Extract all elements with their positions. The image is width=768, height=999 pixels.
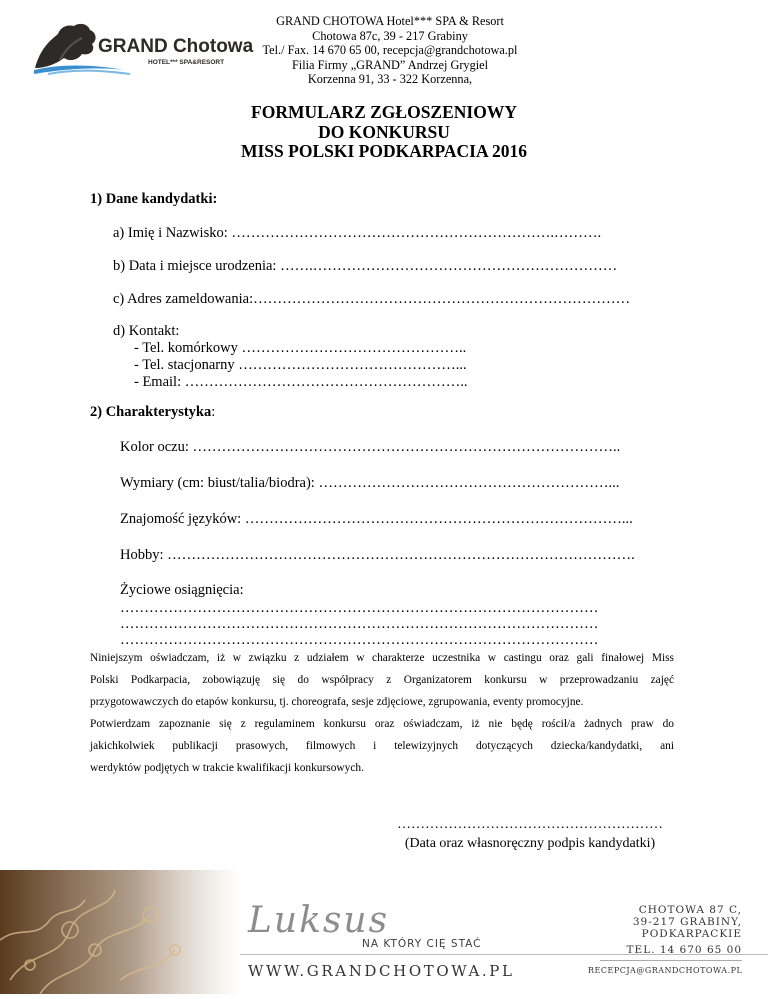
declaration-line: Potwierdzam zapoznanie się z regulaminem konkursu oraz oświadczam, iż nie będę rościł/a żadnych praw do — [90, 718, 674, 731]
field-achievements-label: Życiowe osiągnięcia: — [120, 582, 244, 598]
field-landline-phone[interactable]: - Tel. stacjonarny ………………………………………... — [134, 357, 467, 373]
declaration-line: jakichkolwiek publikacji prasowych, filmowych i telewizyjnych dotyczących dziecka/kandydatki, ani — [90, 740, 674, 753]
field-address[interactable]: c) Adres zameldowania:…………………………………………………………………… — [113, 291, 631, 307]
field-birth-date-place[interactable]: b) Data i miejsce urodzenia: …….……………………………………………………… — [113, 258, 618, 274]
field-eye-color[interactable]: Kolor oczu: …………………………………………………………………………….. — [120, 439, 621, 455]
signature-line[interactable]: ………………………………………………… — [397, 817, 663, 832]
header-line: Korzenna 91, 33 - 322 Korzenna, — [307, 72, 473, 87]
footer-address-line: CHOTOWA 87 C, — [638, 904, 742, 916]
field-email[interactable]: - Email: ………………………………………………….. — [134, 374, 468, 390]
footer-address — [600, 904, 742, 940]
signature-caption: (Data oraz własnoręczny podpis kandydatki) — [404, 836, 656, 851]
achievement-line[interactable]: ……………………………………………………………………………………… — [120, 600, 599, 616]
form-title-line: DO KONKURSU — [318, 121, 450, 142]
field-languages[interactable]: Znajomość języków: ……………………………………………………………………... — [120, 511, 633, 527]
achievement-line[interactable]: ……………………………………………………………………………………… — [120, 632, 599, 648]
logo-wordmark: GRAND Chotowa — [98, 36, 254, 57]
header-line: Tel./ Fax. 14 670 65 00, recepcja@grandchotowa.pl — [262, 43, 518, 58]
declaration-line: Polski Podkarpacia, zobowiązuję się do współpracy z Organizatorem konkursu w przeprowadzaniu zajęć — [90, 674, 674, 687]
header-line: GRAND CHOTOWA Hotel*** SPA & Resort — [276, 14, 504, 28]
header-line: Filia Firmy „GRAND” Andrzej Grygiel — [291, 57, 489, 72]
footer-email[interactable]: RECEPCJA@GRANDCHOTOWA.PL — [588, 966, 743, 975]
hotel-header — [225, 14, 555, 87]
section-characteristics-title: 2) Charakterystyka — [90, 404, 212, 420]
section-candidate-data-heading: 1) Dane kandydatki: — [90, 191, 218, 207]
field-name[interactable]: a) Imię i Nazwisko: ………………………………………………………….………. — [113, 225, 602, 241]
hotel-logo — [30, 20, 254, 78]
footer-script-logo: Luksus — [248, 900, 390, 941]
signature-block — [380, 815, 680, 853]
footer-phone: TEL. 14 670 65 00 — [626, 944, 742, 956]
field-mobile-phone[interactable]: - Tel. komórkowy ……………………………………….. — [134, 340, 467, 356]
footer-divider — [600, 960, 742, 961]
footer-website[interactable]: WWW.GRANDCHOTOWA.PL — [248, 962, 515, 980]
section-characteristics-heading — [90, 404, 215, 421]
footer-address-line: 39-217 GRABINY, — [632, 916, 742, 928]
form-title-line: MISS POLSKI PODKARPACIA 2016 — [240, 141, 528, 161]
declaration-paragraph — [90, 647, 674, 780]
achievement-line[interactable]: ……………………………………………………………………………………… — [120, 616, 599, 632]
footer-address-line: PODKARPACKIE — [641, 928, 742, 940]
form-title — [0, 103, 768, 162]
header-line: Chotowa 87c, 39 - 217 Grabiny — [312, 28, 468, 43]
field-measurements[interactable]: Wymiary (cm: biust/talia/biodra): ……………………………………………………... — [120, 475, 620, 491]
declaration-line: Niniejszym oświadczam, iż w związku z udziałem w charakterze uczestnika w castingu oraz gali finałowej Miss — [90, 652, 674, 664]
form-title-line: FORMULARZ ZGŁOSZENIOWY — [251, 102, 517, 122]
field-hobby[interactable]: Hobby: ……………………………………………………………………………………. — [120, 547, 635, 563]
heading-colon: : — [211, 404, 216, 420]
logo-subtitle: HOTEL*** SPA&RESORT — [148, 59, 225, 66]
declaration-line: przygotowawczych do etapów konkursu, tj. choreografa, sesje zdjęciowe, zgrupowania, eventy promocyjne. — [90, 696, 584, 709]
footer-tagline: NA KTÓRY CIĘ STAĆ — [362, 938, 482, 950]
declaration-line: werdyktów podjętych w trakcie kwalifikacji konkursowych. — [90, 762, 364, 775]
field-contact-label: d) Kontakt: — [113, 323, 180, 339]
